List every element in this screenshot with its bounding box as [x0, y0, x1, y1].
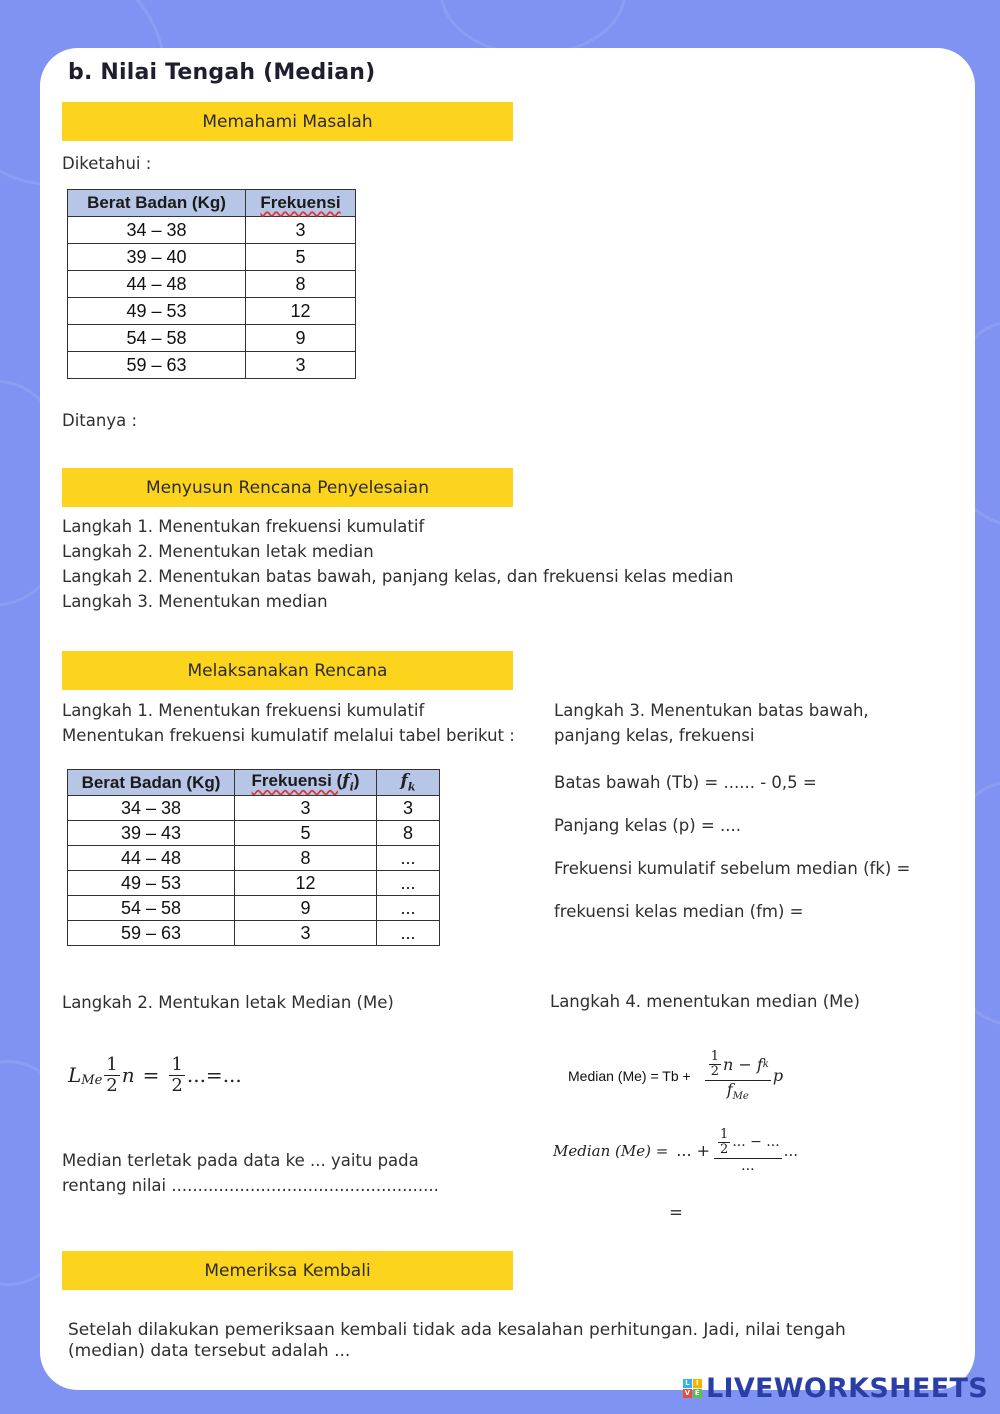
table-header: Berat Badan (Kg) [68, 190, 246, 217]
banner-plan: Menyusun Rencana Penyelesaian [62, 468, 513, 507]
known-label: Diketahui : [62, 154, 152, 173]
table-row: 59 – 63 3 ... [68, 921, 440, 946]
table-row: 39 – 40 5 [68, 244, 356, 271]
table-row: 49 – 53 12 [68, 298, 356, 325]
median-location-formula: L $_{Me}$ $\frac{1}{2}$ n = $\frac{1}{2}$ ...=... [68, 1054, 242, 1096]
table-header: $f_k$ [377, 770, 440, 796]
table-row: 39 – 43 5 8 [68, 821, 440, 846]
table-header: Frekuensi $(f_i)$ [235, 770, 377, 796]
cumulative-frequency-table [67, 769, 440, 946]
table-row: 59 – 63 3 [68, 352, 356, 379]
table-row: 54 – 58 9 ... [68, 896, 440, 921]
equals-sign: = [669, 1203, 683, 1222]
plan-step: Langkah 3. Menentukan median [62, 592, 328, 611]
table-row: 49 – 53 12 ... [68, 871, 440, 896]
step3-title: Langkah 3. Menentukan batas bawah, [554, 701, 869, 720]
step4-title: Langkah 4. menentukan median (Me) [550, 992, 860, 1011]
frequency-table [67, 189, 356, 379]
table-row: 44 – 48 8 [68, 271, 356, 298]
step2-title: Langkah 2. Mentukan letak Median (Me) [62, 993, 394, 1012]
banner-understand: Memahami Masalah [62, 102, 513, 141]
step1-title: Langkah 1. Menentukan frekuensi kumulatif [62, 701, 425, 720]
median-class-frequency-line: frekuensi kelas median (fm) = [554, 902, 804, 921]
table-row: 54 – 58 9 [68, 325, 356, 352]
step1-description: Menentukan frekuensi kumulatif melalui tabel berikut : [62, 726, 515, 745]
review-text-cont: (median) data tersebut adalah ... [68, 1341, 351, 1361]
table-row: 34 – 38 3 [68, 217, 356, 244]
banner-execute: Melaksanakan Rencana [62, 651, 513, 690]
table-row: 44 – 48 8 ... [68, 846, 440, 871]
review-text: Setelah dilakukan pemeriksaan kembali tidak ada kesalahan perhitungan. Jadi, nilai tengah [68, 1320, 846, 1340]
step3-title-cont: panjang kelas, frekuensi [554, 726, 755, 745]
plan-step: Langkah 1. Menentukan frekuensi kumulatif [62, 517, 425, 536]
median-range-text: rentang nilai ................................................... [62, 1176, 439, 1195]
table-row: 34 – 38 3 3 [68, 796, 440, 821]
table-header: Frekuensi [246, 190, 356, 217]
median-calculation: Median (Me) = ... + $\frac{1}{2}$ ... − ... ... ... [553, 1127, 798, 1174]
median-formula: Median (Me) = Tb + $\frac{1}{2}$ n − f k $f_{Me}$ p [568, 1049, 784, 1102]
class-width-line: Panjang kelas (p) = .... [554, 816, 741, 835]
liveworksheets-logo: L I V E LIVEWORKSHEETS [684, 1373, 988, 1404]
logo-mark-icon: L I V E [684, 1379, 701, 1397]
median-location-text: Median terletak pada data ke ... yaitu pada [62, 1151, 419, 1170]
cumulative-before-line: Frekuensi kumulatif sebelum median (fk) = [554, 859, 911, 878]
page-title: b. Nilai Tengah (Median) [68, 60, 376, 85]
banner-review: Memeriksa Kembali [62, 1251, 513, 1290]
table-header: Berat Badan (Kg) [68, 770, 235, 796]
asked-label: Ditanya : [62, 411, 138, 430]
plan-step: Langkah 2. Menentukan batas bawah, panjang kelas, dan frekuensi kelas median [62, 567, 734, 586]
plan-step: Langkah 2. Menentukan letak median [62, 542, 374, 561]
lower-bound-line: Batas bawah (Tb) = ...... - 0,5 = [554, 773, 817, 792]
